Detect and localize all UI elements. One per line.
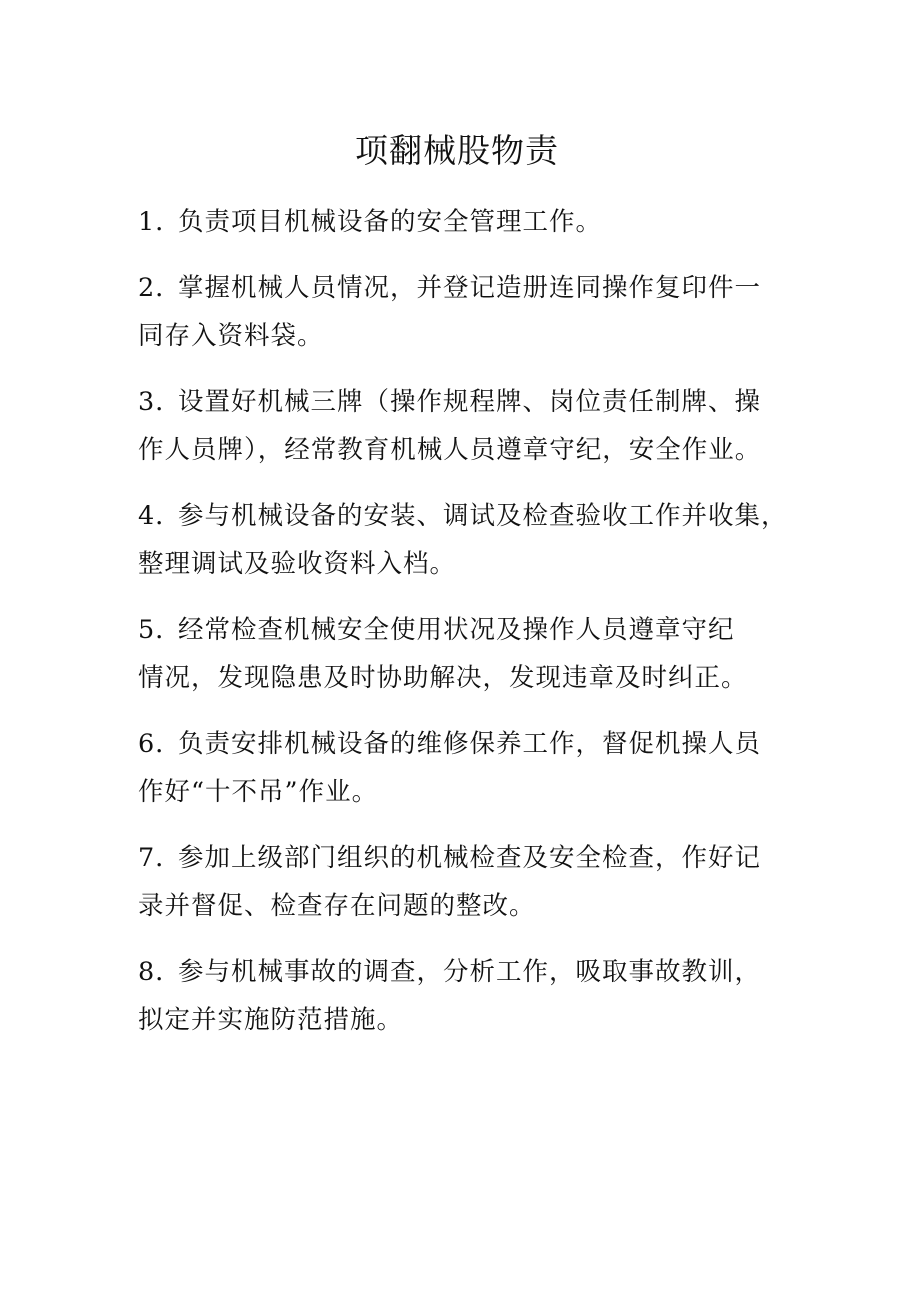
item-number: 2． xyxy=(138,273,182,303)
item-text: 负责安排机械设备的维修保养工作，督促机操人员 xyxy=(178,729,762,759)
item-text: 设置好机械三牌（操作规程牌、岗位责任制牌、操 xyxy=(178,387,762,417)
item-text: 负责项目机械设备的安全管理工作。 xyxy=(178,207,603,237)
item-number: 7． xyxy=(138,843,182,873)
item-number: 6． xyxy=(138,729,182,759)
duty-item-line xyxy=(138,378,792,426)
duty-item-line: 情况，发现隐患及时协助解决，发现违章及时纠正。 xyxy=(138,663,748,693)
duty-item-line: 拟定并实施防范措施。 xyxy=(138,1005,404,1035)
duty-item-line xyxy=(138,264,792,312)
item-number: 5． xyxy=(138,615,182,645)
item-text: 参加上级部门组织的机械检查及安全检查，作好记 xyxy=(178,843,762,873)
item-text: 经常检查机械安全使用状况及操作人员遵章守纪 xyxy=(178,615,735,645)
duty-item-line: 作好“十不吊”作业。 xyxy=(138,777,379,807)
item-number: 8． xyxy=(138,957,182,987)
item-text: 参与机械设备的安装、调试及检查验收工作并收集， xyxy=(178,501,788,531)
duty-item-line: 录并督促、检查存在问题的整改。 xyxy=(138,891,536,921)
duty-item-7 xyxy=(138,834,792,930)
item-text: 掌握机械人员情况，并登记造册连同操作复印件一 xyxy=(178,273,762,303)
duty-item-line: 作人员牌），经常教育机械人员遵章守纪，安全作业。 xyxy=(138,435,762,465)
duty-item-line xyxy=(138,198,792,246)
item-text: 参与机械事故的调查，分析工作，吸取事故教训， xyxy=(178,957,762,987)
duty-item-1 xyxy=(138,198,792,246)
duty-item-3 xyxy=(138,378,792,474)
duty-item-5 xyxy=(138,606,792,702)
duty-item-2 xyxy=(138,264,792,360)
duty-item-line xyxy=(138,834,792,882)
duty-item-line xyxy=(138,606,792,654)
duty-item-line: 整理调试及验收资料入档。 xyxy=(138,549,457,579)
document-title: 项翻械股物责 xyxy=(355,131,559,170)
item-number: 4． xyxy=(138,501,182,531)
duty-item-line xyxy=(138,492,792,540)
duty-item-4 xyxy=(138,492,792,588)
duty-item-line xyxy=(138,948,792,996)
duty-list xyxy=(138,198,792,1062)
duty-item-line xyxy=(138,720,792,768)
duty-item-6 xyxy=(138,720,792,816)
duty-item-8 xyxy=(138,948,792,1044)
duty-item-line: 同存入资料袋。 xyxy=(138,321,324,351)
item-number: 3． xyxy=(138,387,182,417)
item-number: 1． xyxy=(138,207,182,237)
